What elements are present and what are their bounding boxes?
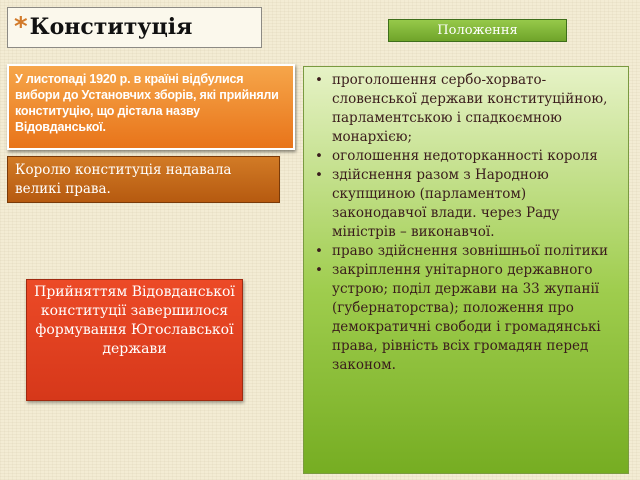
provision-item: • здійснення разом з Народною скупщиною (парламентом) законодавчої влади. через Раду міністрів – виконавчої. [332,166,622,242]
provision-item: • проголошення сербо-хорвато-словенської держави конституційною, парламентською і спадкоємною монархією; [332,71,622,147]
provision-item: • право здійснення зовнішньої політики [332,242,622,261]
king-rights-callout [7,156,280,203]
provision-item: • закріплення унітарного державного устрою; поділ держави на 33 жупанії (губернаторства); положення про демократичні свободи і громадянські права, рівність всіх громадян перед законом. [332,261,622,375]
conclusion-text: Прийняттям Відовданської конституції завершилося формування Югославської держави [34,284,235,357]
provisions-list [310,71,622,375]
page-title: Конституція [29,14,193,40]
provision-item: • оголошення недоторканності короля [332,147,622,166]
intro-callout [7,64,295,150]
king-rights-text: Королю конституція надавала великі права. [15,162,232,197]
provisions-tag: Положення [388,19,567,42]
conclusion-callout [26,279,243,401]
intro-text: У листопаді 1920 р. в країні відбулися вибори до Установчих зборів, які прийняли конституцію, що дістала назву Відовданської. [15,72,279,134]
title-asterisk-icon: * [14,12,28,42]
title-box [7,7,262,48]
provisions-panel [303,66,629,474]
